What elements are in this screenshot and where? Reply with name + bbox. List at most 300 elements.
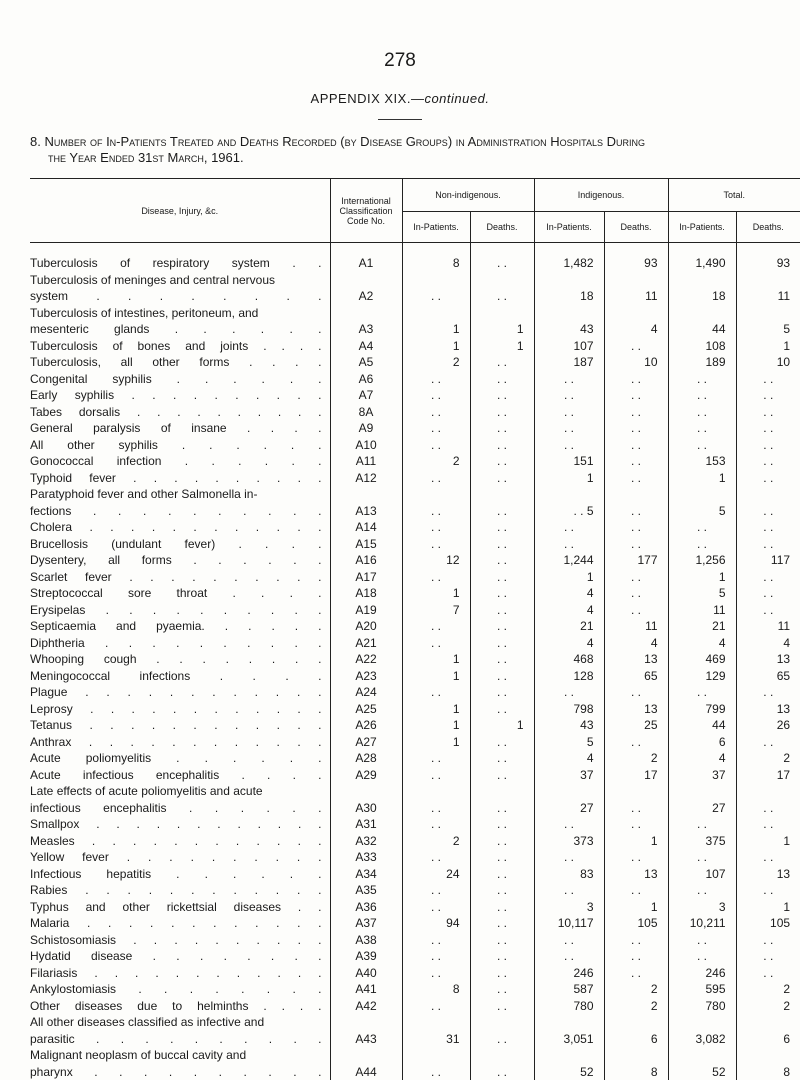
cell-ii: 4 bbox=[534, 750, 604, 767]
classification-code: A28 bbox=[330, 750, 402, 767]
disease-name: pharynx . . . . . . . . . . bbox=[30, 1064, 330, 1080]
cell-ni: . . bbox=[402, 288, 470, 305]
cell-ni: 1 bbox=[402, 651, 470, 668]
table-row bbox=[30, 767, 800, 784]
classification-code: A7 bbox=[330, 387, 402, 404]
table-row bbox=[30, 998, 800, 1015]
cell-ti: 18 bbox=[668, 288, 736, 305]
cell-td: 13 bbox=[736, 701, 800, 718]
cell-id bbox=[604, 1014, 668, 1031]
cell-ii: 4 bbox=[534, 635, 604, 652]
disease-name: Tetanus . . . . . . . . . . . . bbox=[30, 717, 330, 734]
cell-ti bbox=[668, 1047, 736, 1064]
cell-td: 13 bbox=[736, 866, 800, 883]
cell-ti bbox=[668, 783, 736, 800]
cell-ti: . . bbox=[668, 371, 736, 388]
cell-ni bbox=[402, 305, 470, 322]
cell-nd: . . bbox=[470, 420, 534, 437]
header-disease: Disease, Injury, &c. bbox=[30, 179, 330, 243]
cell-ti: . . bbox=[668, 948, 736, 965]
cell-td: . . bbox=[736, 569, 800, 586]
cell-td: . . bbox=[736, 684, 800, 701]
disease-name: Plague . . . . . . . . . . . . bbox=[30, 684, 330, 701]
cell-nd bbox=[470, 1014, 534, 1031]
cell-ti: 37 bbox=[668, 767, 736, 784]
cell-ti: . . bbox=[668, 684, 736, 701]
cell-ti: . . bbox=[668, 404, 736, 421]
cell-ni: . . bbox=[402, 470, 470, 487]
cell-id: 13 bbox=[604, 701, 668, 718]
cell-td bbox=[736, 272, 800, 289]
table-row bbox=[30, 618, 800, 635]
cell-id: 105 bbox=[604, 915, 668, 932]
disease-name: Early syphilis . . . . . . . . . . bbox=[30, 387, 330, 404]
cell-nd: . . bbox=[470, 833, 534, 850]
cell-id: 2 bbox=[604, 750, 668, 767]
header-non-indigenous: Non-indigenous. bbox=[402, 179, 534, 212]
cell-id: 4 bbox=[604, 321, 668, 338]
cell-ni: 2 bbox=[402, 833, 470, 850]
disease-name: Smallpox . . . . . . . . . . . . bbox=[30, 816, 330, 833]
cell-ii: . . bbox=[534, 536, 604, 553]
disease-name: Tabes dorsalis . . . . . . . . . . bbox=[30, 404, 330, 421]
cell-nd: . . bbox=[470, 618, 534, 635]
disease-name: parasitic . . . . . . . . . . bbox=[30, 1031, 330, 1048]
classification-code: A40 bbox=[330, 965, 402, 982]
table-row bbox=[30, 816, 800, 833]
cell-nd: . . bbox=[470, 453, 534, 470]
cell-ni: 1 bbox=[402, 668, 470, 685]
classification-code: A5 bbox=[330, 354, 402, 371]
disease-name: Septicaemia and pyaemia. . . . . . bbox=[30, 618, 330, 635]
cell-ii: 52 bbox=[534, 1064, 604, 1080]
disease-name: Streptococcal sore throat . . . . bbox=[30, 585, 330, 602]
cell-id bbox=[604, 783, 668, 800]
cell-nd: . . bbox=[470, 849, 534, 866]
cell-nd: 1 bbox=[470, 338, 534, 355]
appendix-heading bbox=[0, 91, 800, 106]
cell-nd: . . bbox=[470, 882, 534, 899]
disease-name: infectious encephalitis . . . . . . bbox=[30, 800, 330, 817]
cell-ni: 24 bbox=[402, 866, 470, 883]
disease-name: Diphtheria . . . . . . . . . . bbox=[30, 635, 330, 652]
cell-ti: 11 bbox=[668, 602, 736, 619]
table-row bbox=[30, 948, 800, 965]
cell-ti: . . bbox=[668, 536, 736, 553]
cell-ti: . . bbox=[668, 420, 736, 437]
table-row bbox=[30, 833, 800, 850]
table-row bbox=[30, 569, 800, 586]
cell-nd: . . bbox=[470, 998, 534, 1015]
cell-ti: 5 bbox=[668, 503, 736, 520]
cell-id: . . bbox=[604, 882, 668, 899]
cell-td: 1 bbox=[736, 899, 800, 916]
cell-ti: 1 bbox=[668, 470, 736, 487]
cell-ii: . . bbox=[534, 882, 604, 899]
table-row bbox=[30, 288, 800, 305]
cell-ni: . . bbox=[402, 569, 470, 586]
cell-ni: . . bbox=[402, 1064, 470, 1080]
cell-id: 13 bbox=[604, 866, 668, 883]
cell-nd: . . bbox=[470, 866, 534, 883]
cell-nd: . . bbox=[470, 1064, 534, 1080]
cell-td: 2 bbox=[736, 750, 800, 767]
classification-code: A13 bbox=[330, 503, 402, 520]
cell-id: 2 bbox=[604, 998, 668, 1015]
cell-ii bbox=[534, 783, 604, 800]
cell-ni: . . bbox=[402, 371, 470, 388]
cell-ti: 4 bbox=[668, 750, 736, 767]
classification-code: A24 bbox=[330, 684, 402, 701]
table-row bbox=[30, 849, 800, 866]
table-row bbox=[30, 437, 800, 454]
cell-ti bbox=[668, 486, 736, 503]
cell-ti: . . bbox=[668, 437, 736, 454]
classification-code: A38 bbox=[330, 932, 402, 949]
table-row bbox=[30, 783, 800, 800]
cell-ni: . . bbox=[402, 437, 470, 454]
cell-ti: 1 bbox=[668, 569, 736, 586]
cell-ii: 10,117 bbox=[534, 915, 604, 932]
cell-nd: . . bbox=[470, 503, 534, 520]
cell-nd: 1 bbox=[470, 321, 534, 338]
cell-id bbox=[604, 272, 668, 289]
disease-name: Late effects of acute poliomyelitis and acute bbox=[30, 783, 330, 800]
classification-code: A19 bbox=[330, 602, 402, 619]
classification-code: A34 bbox=[330, 866, 402, 883]
cell-ti: 6 bbox=[668, 734, 736, 751]
cell-nd: . . bbox=[470, 816, 534, 833]
cell-id: . . bbox=[604, 948, 668, 965]
cell-td: . . bbox=[736, 965, 800, 982]
classification-code: A4 bbox=[330, 338, 402, 355]
cell-id: . . bbox=[604, 420, 668, 437]
classification-code: A14 bbox=[330, 519, 402, 536]
cell-ni: 94 bbox=[402, 915, 470, 932]
cell-ti: 1,490 bbox=[668, 255, 736, 272]
cell-ii: 1,482 bbox=[534, 255, 604, 272]
cell-td: . . bbox=[736, 602, 800, 619]
cell-nd: . . bbox=[470, 536, 534, 553]
cell-nd: . . bbox=[470, 800, 534, 817]
header-inpatients: In-Patients. bbox=[534, 212, 604, 243]
cell-id: . . bbox=[604, 470, 668, 487]
cell-ii: 187 bbox=[534, 354, 604, 371]
cell-ii: . . bbox=[534, 519, 604, 536]
cell-ni: 2 bbox=[402, 354, 470, 371]
disease-name: Acute infectious encephalitis . . . . bbox=[30, 767, 330, 784]
cell-ti: 1,256 bbox=[668, 552, 736, 569]
disease-name: Malignant neoplasm of buccal cavity and bbox=[30, 1047, 330, 1064]
table-row bbox=[30, 585, 800, 602]
disease-name: Brucellosis (undulant fever) . . . . bbox=[30, 536, 330, 553]
cell-ii bbox=[534, 1047, 604, 1064]
cell-ni bbox=[402, 272, 470, 289]
disease-name: Dysentery, all forms . . . . . . bbox=[30, 552, 330, 569]
cell-ii: 128 bbox=[534, 668, 604, 685]
table-row bbox=[30, 552, 800, 569]
cell-ti: 44 bbox=[668, 717, 736, 734]
cell-nd: . . bbox=[470, 437, 534, 454]
header-code: International Classification Code No. bbox=[330, 179, 402, 243]
disease-name: Malaria . . . . . . . . . . . . bbox=[30, 915, 330, 932]
disease-name: Typhoid fever . . . . . . . . . . bbox=[30, 470, 330, 487]
table-row bbox=[30, 717, 800, 734]
cell-ni: 31 bbox=[402, 1031, 470, 1048]
cell-ni: . . bbox=[402, 684, 470, 701]
classification-code: A44 bbox=[330, 1064, 402, 1080]
disease-name: Yellow fever . . . . . . . . . . bbox=[30, 849, 330, 866]
cell-td: . . bbox=[736, 585, 800, 602]
cell-nd: 1 bbox=[470, 717, 534, 734]
cell-ii: 18 bbox=[534, 288, 604, 305]
table-row bbox=[30, 734, 800, 751]
cell-nd: . . bbox=[470, 585, 534, 602]
cell-ti: 27 bbox=[668, 800, 736, 817]
header-inpatients: In-Patients. bbox=[402, 212, 470, 243]
cell-td: . . bbox=[736, 800, 800, 817]
cell-ni: . . bbox=[402, 387, 470, 404]
cell-td: . . bbox=[736, 503, 800, 520]
disease-name: Measles . . . . . . . . . . . . bbox=[30, 833, 330, 850]
cell-ii: 1 bbox=[534, 470, 604, 487]
cell-id bbox=[604, 1047, 668, 1064]
cell-ii: 246 bbox=[534, 965, 604, 982]
cell-ii bbox=[534, 272, 604, 289]
cell-ti: 595 bbox=[668, 981, 736, 998]
cell-nd bbox=[470, 783, 534, 800]
cell-ni: . . bbox=[402, 404, 470, 421]
heading-rule bbox=[378, 119, 422, 120]
table-row bbox=[30, 684, 800, 701]
classification-code: A41 bbox=[330, 981, 402, 998]
cell-nd: . . bbox=[470, 684, 534, 701]
classification-code: A12 bbox=[330, 470, 402, 487]
classification-code: A26 bbox=[330, 717, 402, 734]
classification-code: A43 bbox=[330, 1031, 402, 1048]
header-inpatients: In-Patients. bbox=[668, 212, 736, 243]
cell-id: 4 bbox=[604, 635, 668, 652]
classification-code: A32 bbox=[330, 833, 402, 850]
cell-ti: 108 bbox=[668, 338, 736, 355]
cell-ni: . . bbox=[402, 882, 470, 899]
cell-id: 8 bbox=[604, 1064, 668, 1080]
cell-nd: . . bbox=[470, 354, 534, 371]
cell-ni: . . bbox=[402, 420, 470, 437]
table-row bbox=[30, 404, 800, 421]
cell-ii: 798 bbox=[534, 701, 604, 718]
cell-td bbox=[736, 486, 800, 503]
cell-id: 177 bbox=[604, 552, 668, 569]
cell-id bbox=[604, 305, 668, 322]
disease-name: All other diseases classified as infective and bbox=[30, 1014, 330, 1031]
classification-code bbox=[330, 1047, 402, 1064]
cell-ii: 83 bbox=[534, 866, 604, 883]
cell-ii: . . 5 bbox=[534, 503, 604, 520]
cell-id: 6 bbox=[604, 1031, 668, 1048]
page-number: 278 bbox=[0, 50, 800, 72]
cell-ni: 7 bbox=[402, 602, 470, 619]
classification-code: A27 bbox=[330, 734, 402, 751]
cell-ti bbox=[668, 1014, 736, 1031]
cell-ti: 3,082 bbox=[668, 1031, 736, 1048]
cell-ti: 5 bbox=[668, 585, 736, 602]
cell-ni: . . bbox=[402, 965, 470, 982]
classification-code: A16 bbox=[330, 552, 402, 569]
classification-code: A30 bbox=[330, 800, 402, 817]
cell-ti: . . bbox=[668, 519, 736, 536]
header-deaths: Deaths. bbox=[470, 212, 534, 243]
classification-code bbox=[330, 486, 402, 503]
table-row bbox=[30, 503, 800, 520]
cell-id: . . bbox=[604, 503, 668, 520]
disease-name: Tuberculosis of intestines, peritoneum, and bbox=[30, 305, 330, 322]
cell-ti: . . bbox=[668, 882, 736, 899]
cell-nd: . . bbox=[470, 255, 534, 272]
cell-ti: 375 bbox=[668, 833, 736, 850]
cell-ti bbox=[668, 305, 736, 322]
cell-id: 10 bbox=[604, 354, 668, 371]
cell-ti: 129 bbox=[668, 668, 736, 685]
cell-ti: 3 bbox=[668, 899, 736, 916]
cell-nd: . . bbox=[470, 519, 534, 536]
cell-ni bbox=[402, 783, 470, 800]
classification-code: 8A bbox=[330, 404, 402, 421]
disease-name: Cholera . . . . . . . . . . . . bbox=[30, 519, 330, 536]
classification-code: A17 bbox=[330, 569, 402, 586]
cell-td: 4 bbox=[736, 635, 800, 652]
cell-id: . . bbox=[604, 849, 668, 866]
disease-name: Other diseases due to helminths . . . . bbox=[30, 998, 330, 1015]
cell-ni: 8 bbox=[402, 981, 470, 998]
cell-nd: . . bbox=[470, 470, 534, 487]
disease-name: Paratyphoid fever and other Salmonella in- bbox=[30, 486, 330, 503]
cell-nd: . . bbox=[470, 288, 534, 305]
header-total: Total. bbox=[668, 179, 800, 212]
table-row bbox=[30, 321, 800, 338]
cell-td: 2 bbox=[736, 998, 800, 1015]
table-row bbox=[30, 1014, 800, 1031]
cell-ni: 1 bbox=[402, 321, 470, 338]
cell-ii: . . bbox=[534, 932, 604, 949]
cell-td: 5 bbox=[736, 321, 800, 338]
table-title-line1: 8. Number of In-Patients Treated and Deaths Recorded (by Disease Groups) in Administration Hospitals During bbox=[30, 134, 645, 149]
cell-ni bbox=[402, 486, 470, 503]
cell-td bbox=[736, 783, 800, 800]
cell-ni: . . bbox=[402, 849, 470, 866]
cell-nd: . . bbox=[470, 701, 534, 718]
table-row bbox=[30, 255, 800, 272]
cell-ti bbox=[668, 272, 736, 289]
cell-id: 2 bbox=[604, 981, 668, 998]
cell-ni: . . bbox=[402, 767, 470, 784]
cell-nd: . . bbox=[470, 569, 534, 586]
cell-ni: 12 bbox=[402, 552, 470, 569]
cell-nd: . . bbox=[470, 767, 534, 784]
classification-code bbox=[330, 272, 402, 289]
classification-code: A39 bbox=[330, 948, 402, 965]
disease-name: Whooping cough . . . . . . . . bbox=[30, 651, 330, 668]
disease-name: Leprosy . . . . . . . . . . . . bbox=[30, 701, 330, 718]
table-row bbox=[30, 882, 800, 899]
cell-td: . . bbox=[736, 948, 800, 965]
classification-code: A21 bbox=[330, 635, 402, 652]
cell-td: 8 bbox=[736, 1064, 800, 1080]
table-row bbox=[30, 536, 800, 553]
cell-ni: 2 bbox=[402, 453, 470, 470]
cell-ii: 4 bbox=[534, 602, 604, 619]
classification-code: A10 bbox=[330, 437, 402, 454]
cell-ni: . . bbox=[402, 816, 470, 833]
cell-ii: 3 bbox=[534, 899, 604, 916]
disease-name: Schistosomiasis . . . . . . . . . . bbox=[30, 932, 330, 949]
cell-td: 11 bbox=[736, 288, 800, 305]
cell-nd: . . bbox=[470, 965, 534, 982]
cell-id: 11 bbox=[604, 618, 668, 635]
cell-id: . . bbox=[604, 404, 668, 421]
table-row bbox=[30, 470, 800, 487]
cell-ni: . . bbox=[402, 800, 470, 817]
table-row bbox=[30, 387, 800, 404]
table-row bbox=[30, 519, 800, 536]
cell-ti: 4 bbox=[668, 635, 736, 652]
table-row bbox=[30, 354, 800, 371]
table-row bbox=[30, 1031, 800, 1048]
cell-id: . . bbox=[604, 371, 668, 388]
cell-ni: . . bbox=[402, 503, 470, 520]
cell-nd: . . bbox=[470, 1031, 534, 1048]
cell-ii: . . bbox=[534, 387, 604, 404]
cell-ii: . . bbox=[534, 371, 604, 388]
cell-ii: 27 bbox=[534, 800, 604, 817]
cell-ii: 5 bbox=[534, 734, 604, 751]
table-row bbox=[30, 1064, 800, 1080]
cell-td: . . bbox=[736, 519, 800, 536]
cell-id: 93 bbox=[604, 255, 668, 272]
classification-code: A11 bbox=[330, 453, 402, 470]
classification-code bbox=[330, 783, 402, 800]
cell-id: . . bbox=[604, 569, 668, 586]
cell-nd: . . bbox=[470, 981, 534, 998]
cell-ii: 4 bbox=[534, 585, 604, 602]
table-row bbox=[30, 420, 800, 437]
cell-td: 65 bbox=[736, 668, 800, 685]
cell-id: 25 bbox=[604, 717, 668, 734]
cell-ti: 780 bbox=[668, 998, 736, 1015]
cell-td: 1 bbox=[736, 833, 800, 850]
cell-ii: . . bbox=[534, 437, 604, 454]
cell-td: 13 bbox=[736, 651, 800, 668]
cell-ni: . . bbox=[402, 635, 470, 652]
cell-ni: . . bbox=[402, 536, 470, 553]
cell-td: 2 bbox=[736, 981, 800, 998]
cell-ti: 21 bbox=[668, 618, 736, 635]
classification-code: A3 bbox=[330, 321, 402, 338]
cell-id: . . bbox=[604, 932, 668, 949]
disease-name: All other syphilis . . . . . . bbox=[30, 437, 330, 454]
cell-ii: 43 bbox=[534, 717, 604, 734]
disease-name: system . . . . . . . . bbox=[30, 288, 330, 305]
cell-ti: 246 bbox=[668, 965, 736, 982]
cell-nd: . . bbox=[470, 552, 534, 569]
cell-ii: 107 bbox=[534, 338, 604, 355]
header-indigenous: Indigenous. bbox=[534, 179, 668, 212]
cell-ii: . . bbox=[534, 420, 604, 437]
cell-nd: . . bbox=[470, 668, 534, 685]
cell-td: 1 bbox=[736, 338, 800, 355]
table-row bbox=[30, 486, 800, 503]
classification-code: A35 bbox=[330, 882, 402, 899]
